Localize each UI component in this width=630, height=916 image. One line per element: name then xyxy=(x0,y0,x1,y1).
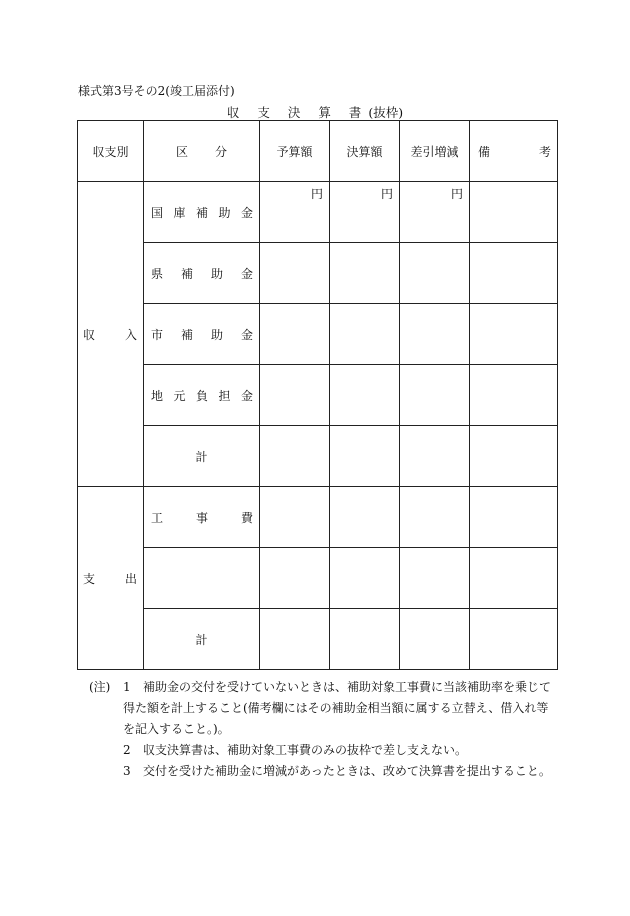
income-label: 収 入 xyxy=(83,327,137,342)
document-title-suffix: (抜枠) xyxy=(368,105,404,120)
difference-cell xyxy=(400,548,470,609)
settlement-cell xyxy=(330,609,400,670)
difference-cell xyxy=(400,243,470,304)
note-continuation xyxy=(89,698,569,719)
difference-cell xyxy=(400,365,470,426)
remarks-cell xyxy=(470,548,558,609)
settlement-cell xyxy=(330,304,400,365)
table-row xyxy=(78,365,558,426)
note-text: 収支決算書は、補助対象工事費のみの抜枠で差し支えない。 xyxy=(143,743,468,757)
difference-cell xyxy=(400,426,470,487)
settlement-cell xyxy=(330,243,400,304)
table-row xyxy=(78,548,558,609)
note-text: 補助金の交付を受けていないときは、補助対象工事費に当該補助率を乗じて xyxy=(143,680,552,694)
budget-cell xyxy=(260,487,330,548)
table-row xyxy=(78,304,558,365)
remarks-cell xyxy=(470,487,558,548)
budget-unit: 円 xyxy=(260,182,330,243)
document-title-main: 収 支 決 算 書 xyxy=(226,105,369,120)
difference-cell xyxy=(400,304,470,365)
remarks-cell xyxy=(470,304,558,365)
note-item-1 xyxy=(89,677,569,698)
notes-section xyxy=(89,677,569,782)
note-text: を記入すること。)。 xyxy=(123,722,230,736)
budget-cell xyxy=(260,609,330,670)
form-number-label: 様式第3号その2(竣工届添付) xyxy=(78,84,235,98)
note-item-2 xyxy=(89,740,569,761)
income-item-label: 市 補 助 金 xyxy=(151,327,253,342)
remarks-cell xyxy=(470,365,558,426)
income-item-label: 国 庫 補 助 金 xyxy=(151,205,253,220)
table-row xyxy=(78,426,558,487)
budget-cell xyxy=(260,365,330,426)
income-item-city xyxy=(144,304,260,365)
header-category-text: 区 分 xyxy=(176,144,227,159)
table-row xyxy=(78,609,558,670)
income-item-label: 地 元 負 担 金 xyxy=(151,388,253,403)
remarks-cell xyxy=(470,243,558,304)
settlement-cell xyxy=(330,487,400,548)
notes-lead: (注) xyxy=(89,680,111,694)
expense-item-label: 工 事 費 xyxy=(151,510,253,525)
note-number: 3 xyxy=(123,764,131,778)
budget-cell xyxy=(260,548,330,609)
table-header-row xyxy=(78,121,558,182)
expense-label-cell xyxy=(78,487,144,670)
income-item-local xyxy=(144,365,260,426)
header-type: 収支別 xyxy=(78,121,144,182)
expense-item-blank xyxy=(144,548,260,609)
settlement-unit: 円 xyxy=(330,182,400,243)
difference-unit: 円 xyxy=(400,182,470,243)
header-category xyxy=(144,121,260,182)
income-label-cell xyxy=(78,182,144,487)
expense-item-construction xyxy=(144,487,260,548)
remarks-cell xyxy=(470,426,558,487)
header-remarks-text: 備 考 xyxy=(478,144,551,159)
header-budget: 予算額 xyxy=(260,121,330,182)
note-text: 交付を受けた補助金に増減があったときは、改めて決算書を提出すること。 xyxy=(143,764,551,778)
settlement-table xyxy=(77,120,558,670)
settlement-cell xyxy=(330,365,400,426)
table-row xyxy=(78,487,558,548)
income-item-prefecture xyxy=(144,243,260,304)
expense-total-label: 計 xyxy=(144,609,260,670)
remarks-cell xyxy=(470,182,558,243)
difference-cell xyxy=(400,609,470,670)
note-number: 1 xyxy=(123,680,131,694)
settlement-cell xyxy=(330,548,400,609)
income-item-label: 県 補 助 金 xyxy=(151,266,253,281)
note-item-3 xyxy=(89,761,569,782)
header-difference: 差引増減 xyxy=(400,121,470,182)
budget-cell xyxy=(260,243,330,304)
note-text: 得た額を計上すること(備考欄にはその補助金相当額に属する立替え、借入れ等 xyxy=(123,701,549,715)
budget-cell xyxy=(260,304,330,365)
document-title xyxy=(0,103,630,121)
expense-label: 支 出 xyxy=(83,571,137,586)
table-row xyxy=(78,182,558,243)
remarks-cell xyxy=(470,609,558,670)
note-continuation xyxy=(89,719,569,740)
income-total-label: 計 xyxy=(144,426,260,487)
table-row xyxy=(78,243,558,304)
difference-cell xyxy=(400,487,470,548)
settlement-cell xyxy=(330,426,400,487)
note-number: 2 xyxy=(123,743,131,757)
header-settlement: 決算額 xyxy=(330,121,400,182)
income-item-national xyxy=(144,182,260,243)
budget-cell xyxy=(260,426,330,487)
header-remarks xyxy=(470,121,558,182)
